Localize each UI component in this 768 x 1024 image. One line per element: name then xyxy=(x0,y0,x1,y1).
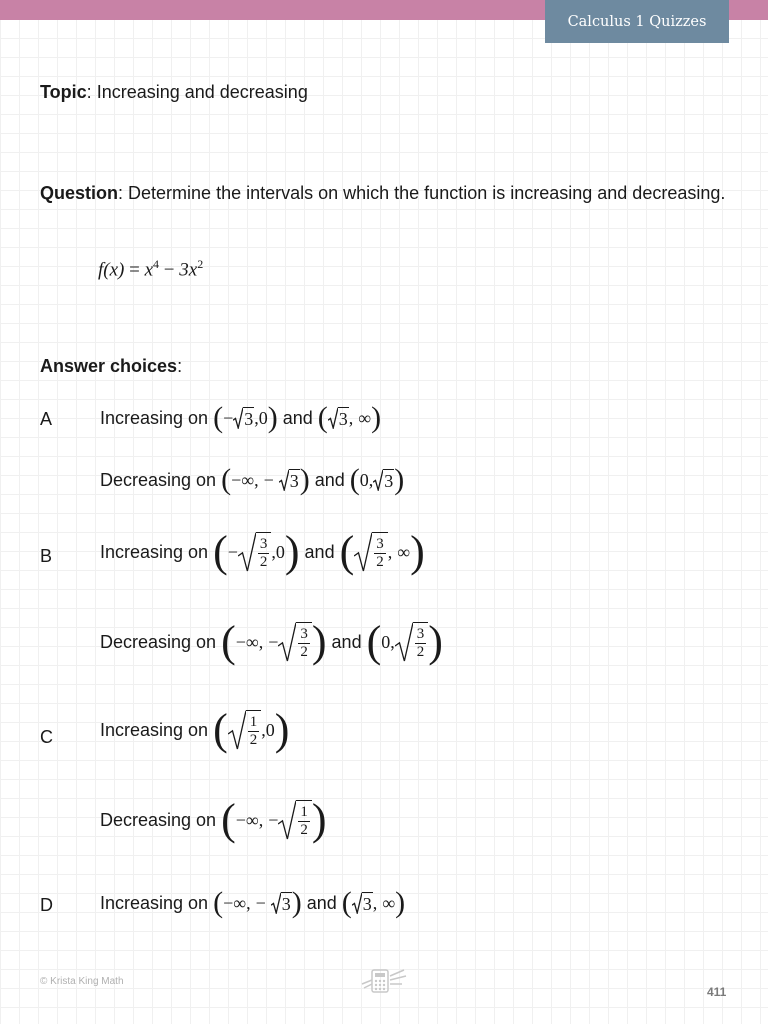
parenthesis: ) xyxy=(371,401,382,434)
denominator: 2 xyxy=(259,553,268,570)
interval-label: Decreasing on xyxy=(100,469,217,490)
math-symbol: − xyxy=(263,469,274,490)
math-symbol: , xyxy=(387,541,393,562)
answer-choices-heading: Answer choices: xyxy=(40,356,183,376)
parenthesis: ) xyxy=(291,886,302,919)
math-symbol: − xyxy=(268,809,279,830)
interval-label: Decreasing on xyxy=(100,809,217,830)
parenthesis: ) xyxy=(311,795,327,844)
function-formula xyxy=(98,257,203,281)
math-symbol: −∞ xyxy=(235,809,259,830)
radicand xyxy=(413,622,429,662)
math-symbol: 0 xyxy=(258,407,268,428)
parenthesis: ) xyxy=(410,527,425,576)
interval xyxy=(342,888,405,918)
interval-label: Increasing on xyxy=(100,541,209,562)
interval xyxy=(350,465,405,495)
math-symbol: , xyxy=(246,892,251,913)
math-symbol: ∞ xyxy=(358,407,372,428)
math-symbol: 0 xyxy=(265,719,275,740)
radical-sign xyxy=(279,469,289,491)
math-symbol: ∞ xyxy=(382,892,396,913)
choice-a-increasing xyxy=(100,403,381,433)
choice-b-decreasing xyxy=(100,617,443,666)
math-symbol: , xyxy=(261,719,266,740)
radicand xyxy=(338,407,349,430)
interval-label: Increasing on xyxy=(100,892,209,913)
parenthesis: ( xyxy=(221,463,232,496)
radicand xyxy=(383,469,394,492)
radical-sign xyxy=(352,892,362,914)
interval xyxy=(221,795,327,844)
math-symbol: 3 xyxy=(289,470,299,491)
choice-b-increasing xyxy=(100,527,425,576)
radical-sign xyxy=(228,710,246,750)
interval xyxy=(339,527,425,576)
choice-c-increasing xyxy=(100,705,290,754)
topic-line: Topic: Increasing and decreasing xyxy=(40,82,308,102)
denominator: 2 xyxy=(249,731,258,748)
denominator: 2 xyxy=(376,553,384,570)
radicand xyxy=(246,710,262,750)
sqrt xyxy=(278,800,312,840)
radical-sign xyxy=(328,407,338,429)
radicand xyxy=(372,532,388,572)
parenthesis: ) xyxy=(274,705,290,754)
formula-minus: − xyxy=(163,259,175,281)
parenthesis: ) xyxy=(394,463,405,496)
formula-exp1: 4 xyxy=(153,257,160,271)
numerator: 3 xyxy=(259,535,268,552)
choice-a-letter[interactable]: A xyxy=(40,409,53,429)
copyright-text: © Krista King Math xyxy=(40,976,124,987)
radical-sign xyxy=(271,892,281,914)
numerator: 3 xyxy=(376,535,384,552)
radical-sign xyxy=(354,532,372,572)
math-symbol: − xyxy=(268,631,279,652)
math-symbol: , xyxy=(271,541,276,562)
radical-sign xyxy=(278,800,296,840)
interval-label: Increasing on xyxy=(100,407,209,428)
sqrt xyxy=(328,407,349,430)
math-symbol: , xyxy=(348,407,354,428)
topic-text: Increasing and decreasing xyxy=(96,82,308,102)
numerator: 1 xyxy=(300,803,308,820)
formula-term1: x xyxy=(144,259,154,281)
interval-label: Increasing on xyxy=(100,719,209,740)
radicand xyxy=(296,622,312,662)
and-label: and xyxy=(282,407,313,428)
header-tab-label: Calculus 1 Quizzes xyxy=(567,13,707,30)
interval xyxy=(318,403,381,433)
interval xyxy=(221,617,327,666)
radical-sign xyxy=(373,469,383,491)
parenthesis: ( xyxy=(339,527,355,576)
parenthesis: ( xyxy=(221,795,236,844)
parenthesis: ) xyxy=(284,527,300,576)
math-symbol: 3 xyxy=(384,470,394,491)
and-label: and xyxy=(314,469,345,490)
choice-c-letter[interactable]: C xyxy=(40,727,53,747)
radicand xyxy=(362,892,373,915)
interval xyxy=(213,403,278,433)
math-symbol: , xyxy=(258,631,264,652)
and-label: and xyxy=(331,631,362,652)
interval-label: Decreasing on xyxy=(100,631,217,652)
math-symbol: , xyxy=(254,407,259,428)
formula-term2: 3x xyxy=(179,259,198,281)
sqrt xyxy=(354,532,388,572)
topic-label: Topic xyxy=(40,82,87,102)
parenthesis: ( xyxy=(221,617,236,666)
parenthesis: ) xyxy=(299,463,310,496)
denominator: 2 xyxy=(416,643,425,660)
math-symbol: 0 xyxy=(381,631,391,652)
parenthesis: ( xyxy=(366,617,382,666)
radicand xyxy=(289,469,300,492)
fraction xyxy=(258,537,270,570)
fraction xyxy=(248,715,260,748)
header-tab xyxy=(545,0,729,43)
math-symbol: 3 xyxy=(362,893,372,914)
parenthesis: ) xyxy=(267,401,278,434)
radical-sign xyxy=(238,532,256,572)
choice-b-letter[interactable]: B xyxy=(40,546,53,566)
calculator-logo-icon xyxy=(360,966,408,996)
parenthesis: ( xyxy=(341,886,352,919)
interval xyxy=(213,527,300,576)
interval xyxy=(213,705,290,754)
interval xyxy=(213,888,302,918)
math-symbol: −∞ xyxy=(223,892,247,913)
choice-a-decreasing xyxy=(100,465,404,495)
radicand xyxy=(281,892,292,915)
radical-sign xyxy=(395,622,413,662)
radicand xyxy=(296,800,312,840)
sqrt xyxy=(228,710,262,750)
interval xyxy=(366,617,443,666)
formula-equals: = xyxy=(129,259,140,281)
radicand xyxy=(243,407,254,430)
parenthesis: ) xyxy=(428,617,443,666)
parenthesis: ( xyxy=(213,527,228,576)
parenthesis: ( xyxy=(213,401,224,434)
math-symbol: 3 xyxy=(281,893,291,914)
parenthesis: ) xyxy=(395,886,406,919)
question-text: Determine the intervals on which the function is increasing and decreasing. xyxy=(128,183,726,203)
choice-c-decreasing xyxy=(100,795,327,844)
and-label: and xyxy=(306,892,337,913)
math-symbol: , xyxy=(258,809,264,830)
radical-sign xyxy=(278,622,296,662)
radical-sign xyxy=(233,407,243,429)
parenthesis: ( xyxy=(213,886,224,919)
parenthesis: ( xyxy=(349,463,360,496)
numerator: 1 xyxy=(249,713,258,730)
math-symbol: , xyxy=(254,469,259,490)
math-symbol: 3 xyxy=(338,408,348,429)
sqrt xyxy=(278,622,312,662)
question-label: Question xyxy=(40,183,119,203)
math-symbol: 0 xyxy=(275,541,285,562)
math-symbol: ∞ xyxy=(397,541,411,562)
parenthesis: ) xyxy=(311,617,327,666)
fraction xyxy=(298,805,310,838)
formula-exp2: 2 xyxy=(197,257,204,271)
math-symbol: −∞ xyxy=(235,631,259,652)
sqrt xyxy=(373,469,394,492)
math-symbol: − xyxy=(223,407,234,428)
sqrt xyxy=(233,407,254,430)
math-symbol: −∞ xyxy=(231,469,255,490)
denominator: 2 xyxy=(300,643,308,660)
math-symbol: , xyxy=(390,631,395,652)
parenthesis: ( xyxy=(213,705,228,754)
page-number: 411 xyxy=(707,985,727,999)
denominator: 2 xyxy=(300,821,308,838)
math-symbol: , xyxy=(368,469,374,490)
parenthesis: ( xyxy=(317,401,328,434)
math-symbol: − xyxy=(255,892,266,913)
sqrt xyxy=(395,622,429,662)
sqrt xyxy=(279,469,300,492)
sqrt xyxy=(271,892,292,915)
sqrt xyxy=(352,892,373,915)
numerator: 3 xyxy=(416,625,425,642)
interval xyxy=(221,465,310,495)
fraction xyxy=(415,627,427,660)
fraction xyxy=(298,627,310,660)
math-symbol: 0 xyxy=(359,469,369,490)
radicand xyxy=(256,532,272,572)
math-symbol: , xyxy=(372,892,378,913)
formula-lhs: f(x) xyxy=(98,259,125,281)
math-symbol: 3 xyxy=(244,408,254,429)
choice-d-letter[interactable]: D xyxy=(40,895,53,915)
fraction xyxy=(374,537,386,570)
sqrt xyxy=(238,532,272,572)
math-symbol: − xyxy=(227,541,238,562)
numerator: 3 xyxy=(300,625,308,642)
and-label: and xyxy=(304,541,335,562)
choice-d-increasing xyxy=(100,888,405,918)
question-line: Question: Determine the intervals on which the function is increasing and decreasing. xyxy=(40,183,726,203)
